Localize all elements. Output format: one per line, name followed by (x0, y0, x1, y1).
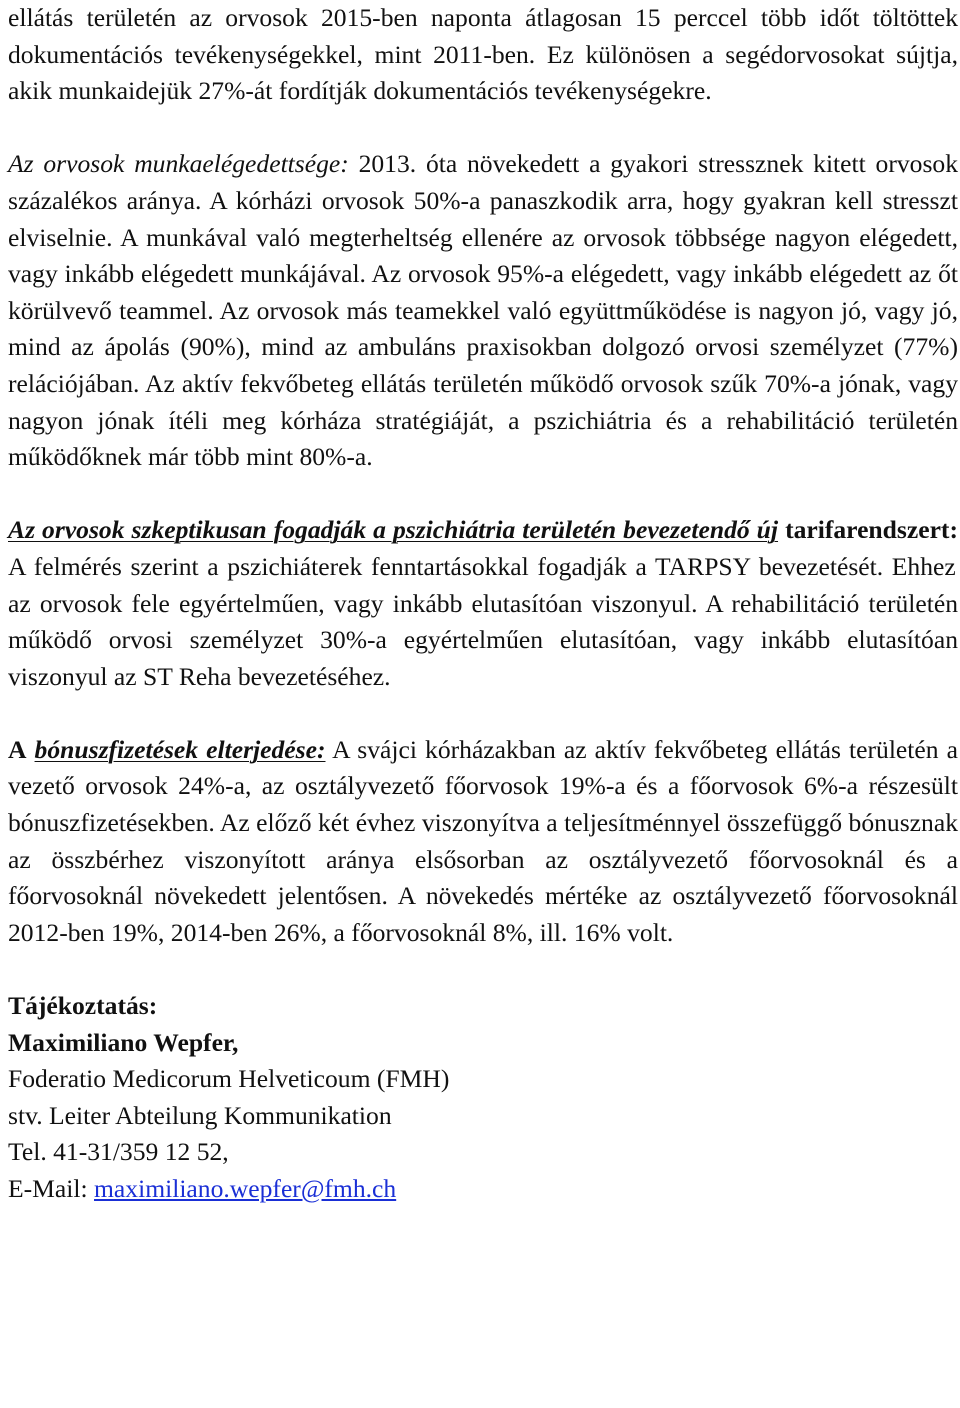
paragraph-lead: Az orvosok munkaelégedettsége: (8, 149, 349, 179)
paragraph-text: A svájci kórházakban az aktív fekvőbeteg ellátás területén a vezető orvosok 24%-a, az osztályvezető főorvosok 19%-a és a főorvosok 6%-a részesült bónuszfizetésekben. Az előző két évhez viszonyítva a teljesítménnyel összefüggő bónusznak az összbérhez viszonyított aránya elsősorban az osztályvezető főorvosoknál és a főorvosoknál növekedett jelentősen. A növekedés mértéke az osztályvezető főorvosoknál 2012-ben 19%, 2014-ben 26%, a főorvosoknál 8%, ill. 16% volt. (8, 734, 958, 947)
contact-organization: Foderatio Medicorum Helveticoum (FMH) (8, 1064, 450, 1094)
contact-phone: Tel. 41-31/359 12 52, (8, 1137, 229, 1167)
paragraph-lead: Az orvosok szkeptikusan fogadják a pszichiátria területén bevezetendő új (8, 515, 779, 545)
paragraph-gap (8, 110, 958, 147)
paragraph-bonus (8, 732, 958, 952)
email-link[interactable]: maximiliano.wepfer@fmh.ch (94, 1174, 397, 1203)
contact-email-label: E-Mail: (8, 1174, 95, 1203)
contact-block (8, 988, 958, 1208)
contact-name: Maximiliano Wepfer, (8, 1027, 239, 1057)
paragraph-lead: bónuszfizetések elterjedése: (34, 734, 326, 764)
paragraph-text: 2013. óta növekedett a gyakori stressznek kitett orvosok százalékos aránya. A kórházi orvosok 50%-a panaszkodik arra, hogy gyakran kell stresszt elviselnie. A munkával való megterheltség ellenére az orvosok többsége nagyon elégedett, vagy inkább elégedett munkájával. Az orvosok 95%-a elégedett, vagy inkább elégedett az őt körülvevő teammel. Az orvosok más teamekkel való együttműködése is nagyon jó, vagy jó, mind az ápolás (90%), mind az ambuláns praxisokban dolgozó orvosi személyzet (77%) relációjában. Az aktív fekvőbeteg ellátás területén működő orvosok szűk 70%-a jónak, vagy nagyon jónak ítéli meg kórháza stratégiáját, a pszichiátria és a rehabilitáció területén működőknek már több mint 80%-a. (8, 149, 958, 472)
contact-email-line (8, 1171, 958, 1208)
paragraph-documentation-time (8, 0, 958, 110)
contact-role: stv. Leiter Abteilung Kommunikation (8, 1100, 392, 1130)
paragraph-gap (8, 951, 958, 988)
document-page (8, 0, 958, 1208)
paragraph-lead-article: A (8, 734, 27, 764)
paragraph-lead-continued: tarifarendszert: (785, 515, 958, 545)
paragraph-text: A felmérés szerint a pszichiáterek fenntartásokkal fogadják a TARPSY bevezetését. Ehhez az orvosok fele egyértelműen, vagy inkább elutasítóan viszonyul. A rehabilitáció területén működő orvosi személyzet 30%-a egyértelműen elutasítóan, vagy inkább elutasítóan viszonyul az ST Reha bevezetéséhez. (8, 551, 958, 691)
contact-heading: Tájékoztatás: (8, 991, 158, 1021)
paragraph-gap (8, 476, 958, 513)
paragraph-job-satisfaction (8, 146, 958, 475)
paragraph-gap (8, 695, 958, 732)
paragraph-tarpsy (8, 512, 958, 695)
paragraph-text: ellátás területén az orvosok 2015-ben naponta átlagosan 15 perccel több időt töltöttek dokumentációs tevékenységekkel, mint 2011-ben. Ez különösen a segédorvosokat sújtja, akik munkaidejük 27%-át fordítják dokumentációs tevékenységekre. (8, 3, 958, 106)
